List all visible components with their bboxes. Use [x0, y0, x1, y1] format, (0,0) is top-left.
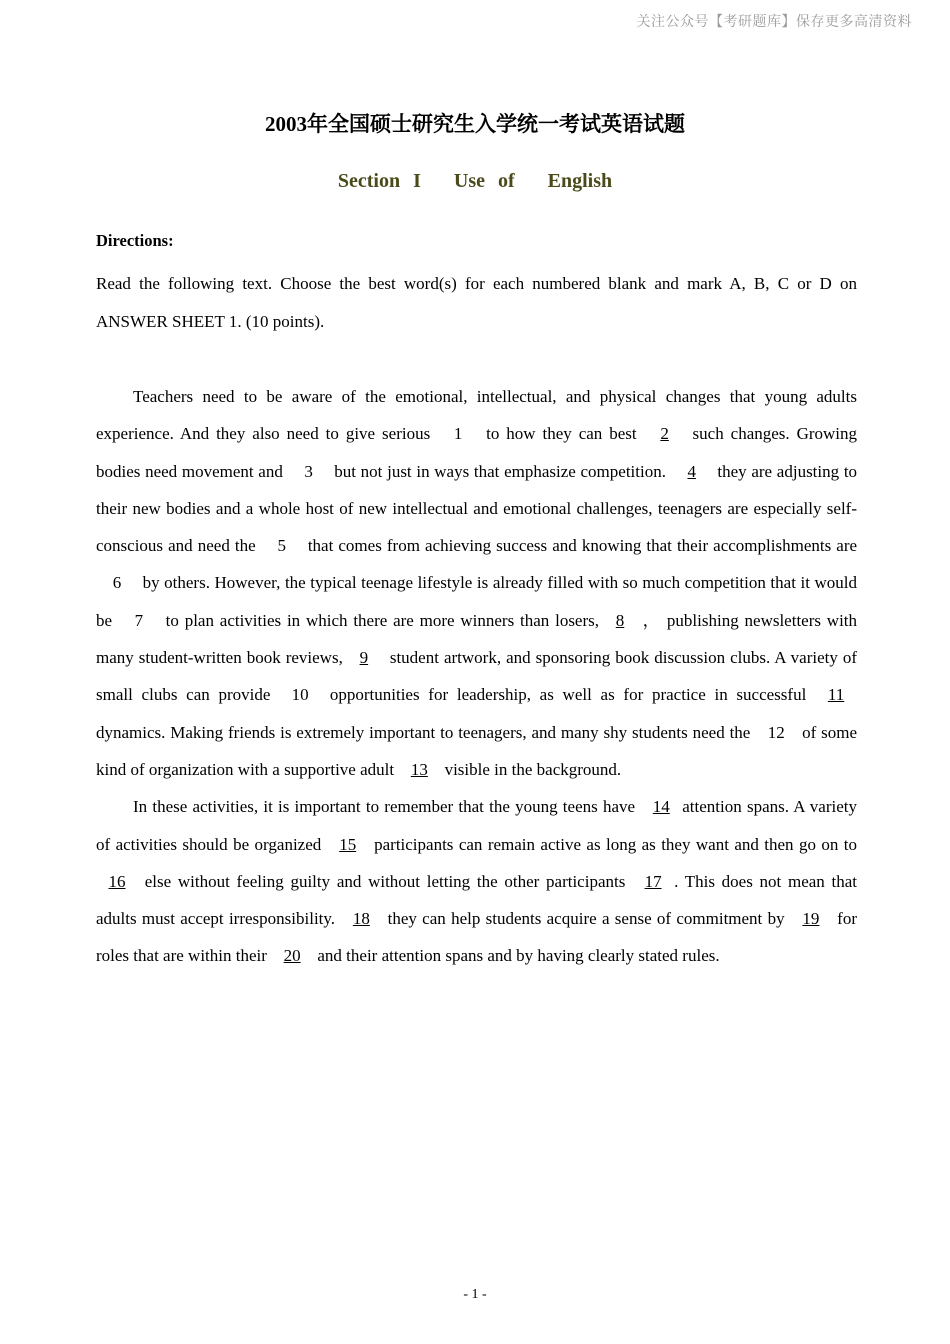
- blank-4: 4: [687, 461, 696, 481]
- passage-text: to how they can best: [486, 424, 637, 444]
- blank-6: 6: [112, 573, 122, 593]
- watermark-text: 关注公众号【考研题库】保存更多高清资料: [636, 14, 912, 30]
- passage-text: they are adjusting to their new bodies and a whole host of new intellectual and emotional challenges, teenagers are especially self-conscious and need the: [96, 461, 858, 556]
- passage-text: but not just in ways that emphasize competition.: [334, 461, 666, 481]
- passage-text: and their attention spans and by having clearly stated rules.: [317, 946, 720, 966]
- blank-14: 14: [652, 797, 670, 817]
- blank-7: 7: [134, 610, 144, 630]
- passage-text: else without feeling guilty and without letting the other participants: [144, 871, 626, 891]
- blank-16: 16: [108, 871, 126, 891]
- blank-20: 20: [283, 946, 301, 966]
- section-heading: [0, 170, 950, 193]
- passage-text: they can help students acquire a sense of commitment by: [387, 909, 785, 929]
- passage-text: for roles that are within their: [96, 909, 857, 966]
- blank-11: 11: [827, 685, 845, 705]
- blank-15: 15: [339, 834, 357, 854]
- passage-paragraph-1: [96, 378, 857, 788]
- passage-text: ， publishing newsletters with many student-written book reviews,: [96, 610, 858, 668]
- passage-text: Teachers need to be aware of the emotional, intellectual, and physical changes that young adults experience. And they also need to give serious: [96, 387, 857, 444]
- directions-text: Read the following text. Choose the best word(s) for each numbered blank and mark A, B, C or D on ANSWER SHEET 1. (10 points).: [96, 274, 857, 331]
- blank-10: 10: [291, 685, 309, 705]
- passage-text: opportunities for leadership, as well as for practice in successful: [329, 685, 807, 705]
- passage-text: of some kind of organization with a supportive adult: [96, 722, 858, 779]
- passage-text: attention spans. A variety of activities should be organized: [96, 797, 858, 854]
- passage-paragraph-2: [96, 788, 857, 974]
- exam-title: 2003年全国硕士研究生入学统一考试英语试题: [265, 112, 685, 136]
- passage-text: by others. However, the typical teenage lifestyle is already filled with so much competition that it would be: [96, 573, 858, 630]
- cloze-passage: [96, 378, 857, 975]
- blank-3: 3: [304, 461, 313, 481]
- passage-text: . This does not mean that adults must accept irresponsibility.: [96, 871, 857, 929]
- blank-13: 13: [410, 759, 428, 779]
- blank-5: 5: [277, 536, 286, 556]
- blank-19: 19: [802, 909, 820, 929]
- page-number: - 1 -: [463, 1287, 487, 1302]
- section-part-2: Use of: [453, 170, 515, 192]
- passage-text: that comes from achieving success and knowing that their accomplishments are: [307, 536, 858, 556]
- passage-text: participants can remain active as long as they want and then go on to: [374, 834, 858, 854]
- blank-17: 17: [644, 871, 662, 891]
- section-part-3: English: [547, 170, 613, 192]
- directions-label: Directions:: [96, 231, 174, 250]
- passage-text: student artwork, and sponsoring book discussion clubs. A variety of small clubs can provide: [96, 648, 858, 705]
- passage-text: visible in the background.: [444, 759, 622, 779]
- passage-text: In these activities, it is important to remember that the young teens have: [133, 797, 636, 817]
- passage-text: to plan activities in which there are more winners than losers,: [165, 610, 600, 630]
- passage-text: such changes. Growing bodies need movement and: [96, 424, 858, 481]
- blank-2: 2: [660, 424, 669, 444]
- blank-8: 8: [615, 610, 625, 630]
- blank-9: 9: [359, 648, 369, 668]
- passage-text: dynamics. Making friends is extremely important to teenagers, and many shy students need the: [96, 722, 751, 742]
- blank-1: 1: [453, 424, 463, 444]
- section-part-1: Section I: [337, 170, 421, 192]
- blank-12: 12: [767, 722, 785, 742]
- blank-18: 18: [352, 909, 370, 929]
